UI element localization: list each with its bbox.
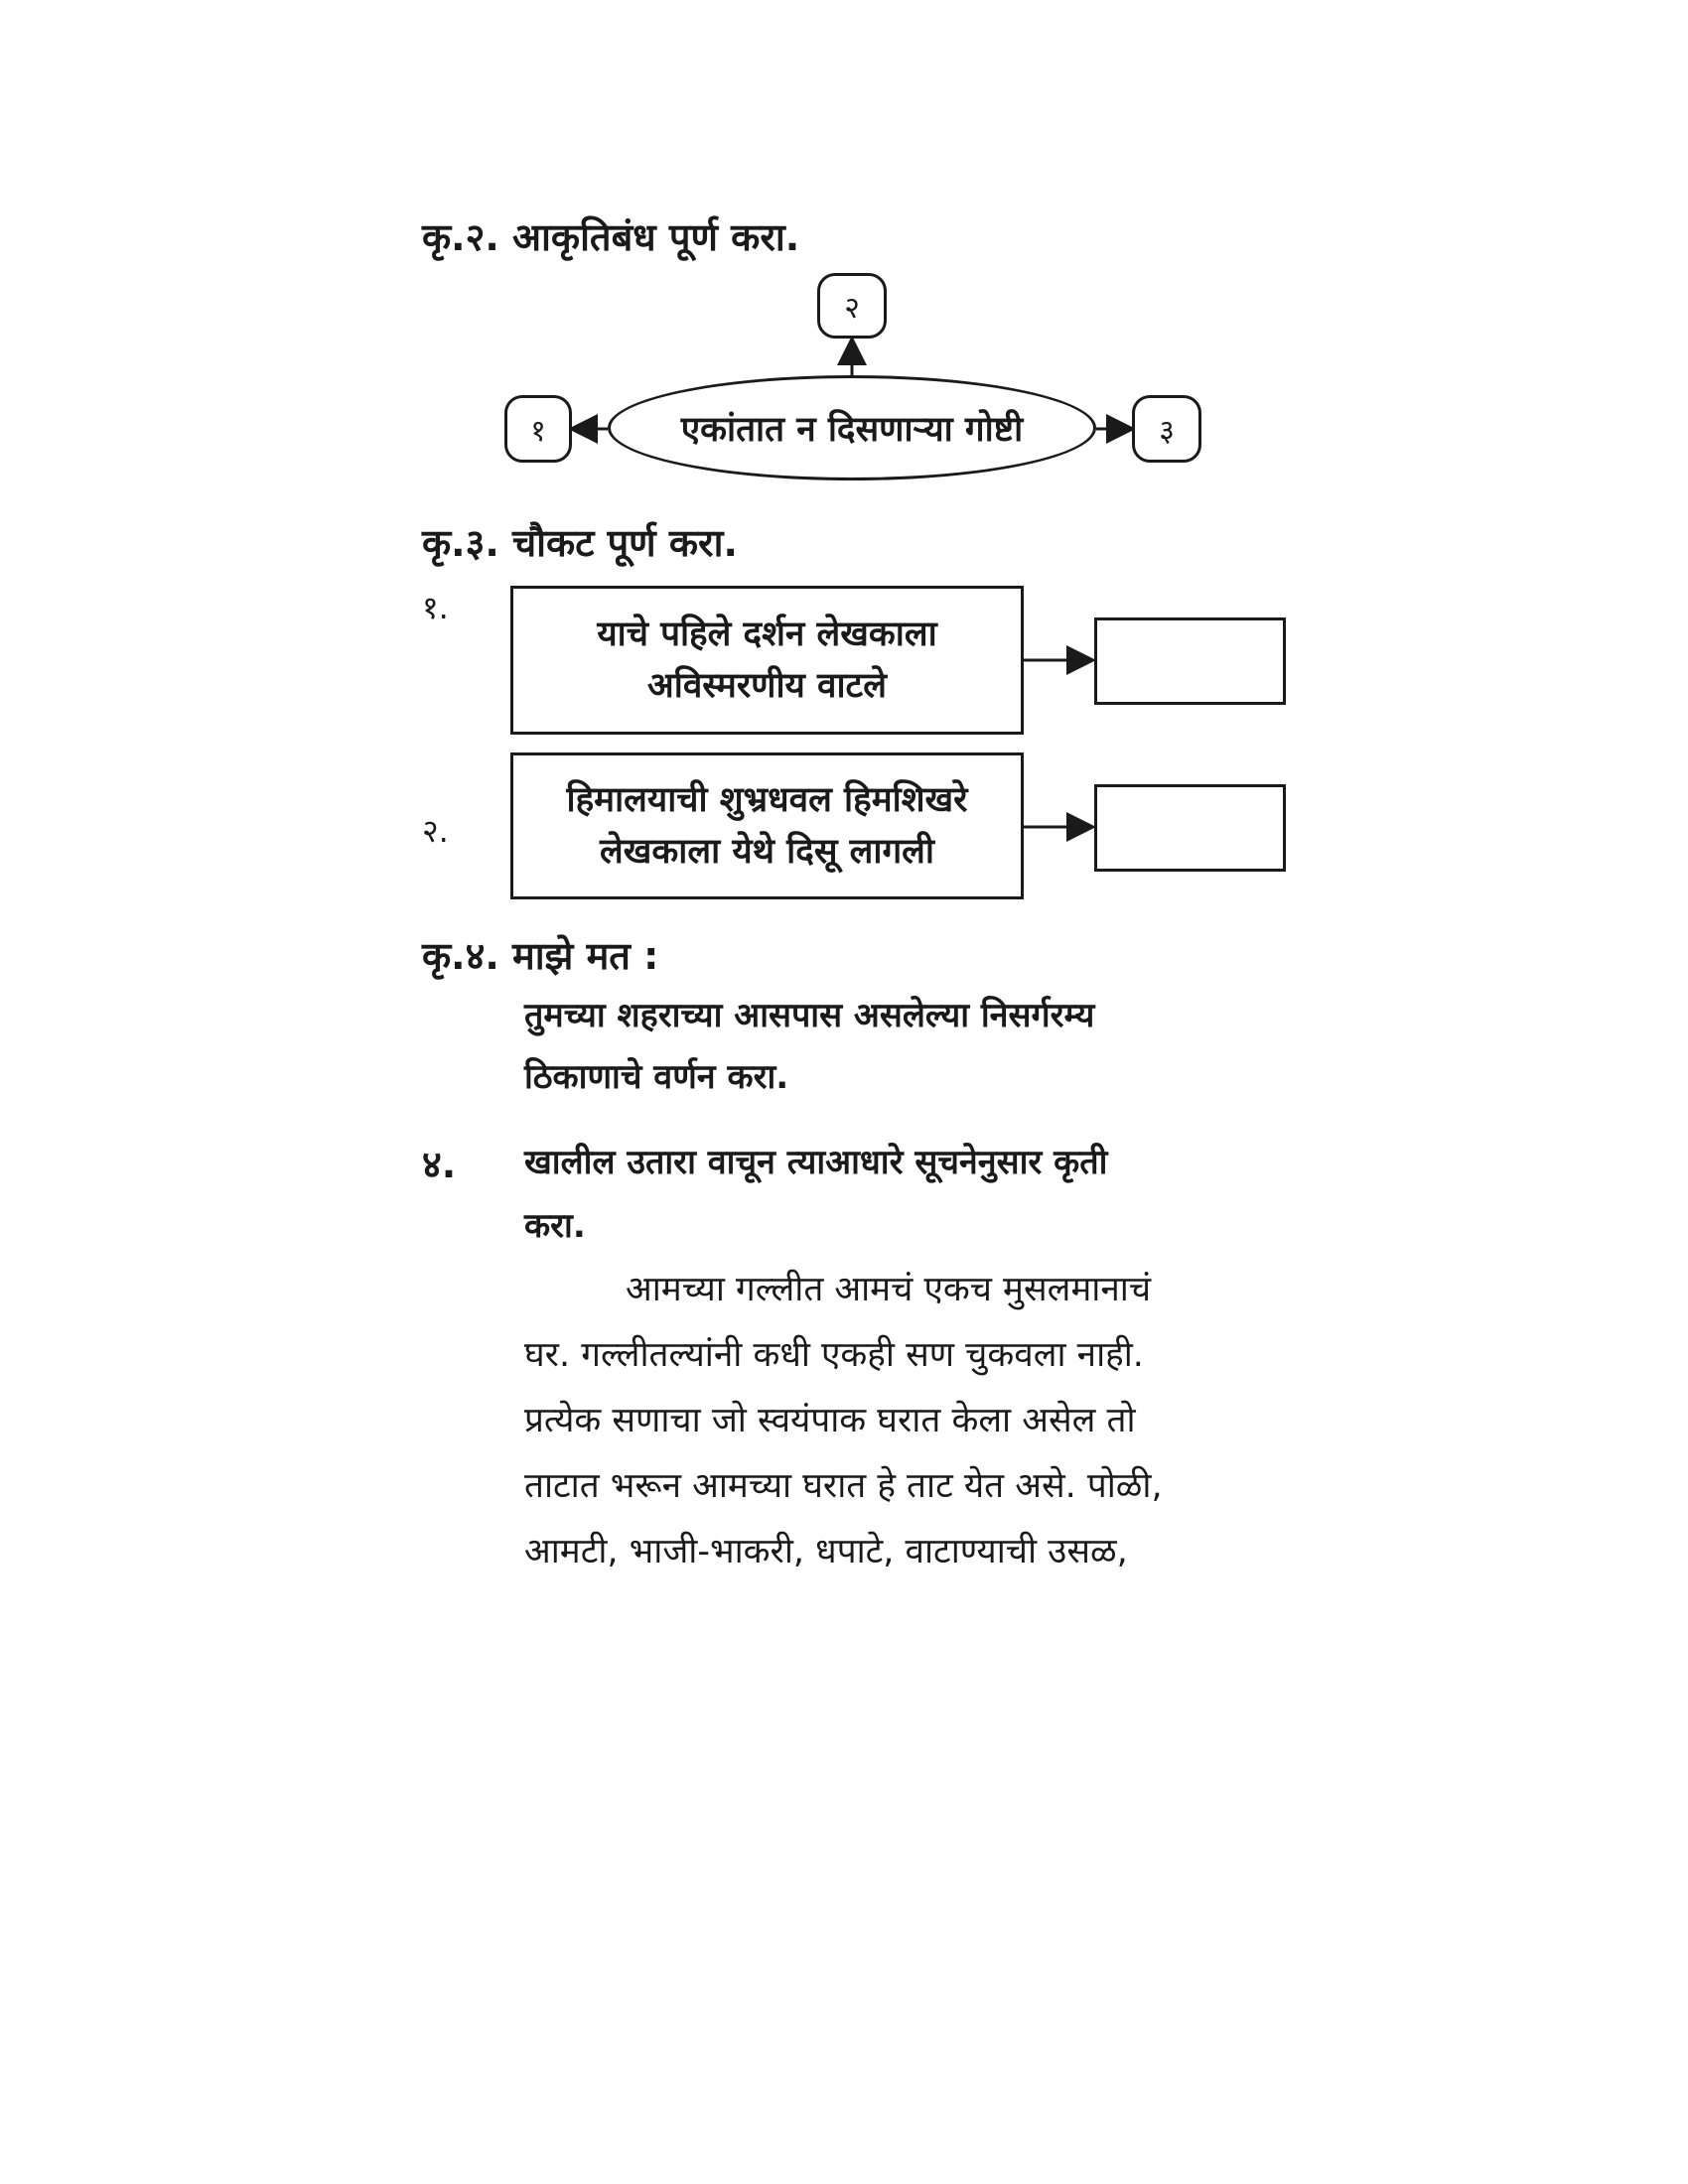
q3-item1-line1: याचे पहिले दर्शन लेखकाला — [597, 614, 937, 654]
q3-item2-answer-box[interactable] — [1094, 784, 1286, 872]
q3-item1-answer-box[interactable] — [1094, 617, 1286, 705]
diagram-center-text: एकांतात न दिसणाऱ्या गोष्टी — [680, 409, 1024, 450]
q3-item1-line2: अविस्मरणीय वाटले — [647, 666, 887, 706]
q3-item2-box — [510, 752, 1024, 899]
q3-item1-number: १. — [422, 589, 449, 626]
diagram-box-right — [1132, 395, 1201, 463]
passage-line: आमटी, भाजी-भाकरी, धपाटे, वाटाण्याची उसळ, — [524, 1532, 1128, 1571]
q3-item1-box — [510, 586, 1024, 735]
passage-line: आमच्या गल्लीत आमचं एकच मुसलमानाचं — [626, 1270, 1152, 1309]
diagram-box-right-label: ३ — [1159, 413, 1175, 449]
q4-prompt-line1: तुमच्या शहराच्या आसपास असलेल्या निसर्गरम्य — [524, 996, 1095, 1035]
section4-instruction-line2: करा. — [524, 1206, 586, 1246]
passage-line: घर. गल्लीतल्यांनी कधी एकही सण चुकवला नाही. — [524, 1335, 1144, 1375]
q3-item2-number: २. — [422, 812, 449, 850]
q2-heading: कृ.२. आकृतिबंध पूर्ण करा. — [422, 215, 800, 259]
diagram-box-left — [504, 395, 572, 463]
q3-item2-line2: लेखकाला येथे दिसू लागली — [600, 832, 934, 872]
diagram-box-left-label: १ — [530, 413, 546, 449]
section4-number: ४. — [422, 1143, 457, 1186]
q4-heading: कृ.४. माझे मत : — [422, 934, 659, 978]
diagram-box-top — [817, 273, 887, 339]
passage-line: ताटात भरून आमच्या घरात हे ताट येत असे. पोळी, — [524, 1466, 1163, 1506]
q4-prompt-line2: ठिकाणाचे वर्णन करा. — [524, 1057, 789, 1097]
q3-heading: कृ.३. चौकट पूर्ण करा. — [422, 521, 738, 565]
diagram-center-ellipse — [608, 375, 1096, 480]
section4-instruction-line1: खालील उतारा वाचून त्याआधारे सूचनेनुसार कृती — [524, 1143, 1108, 1182]
q3-item2-line1: हिमालयाची शुभ्रधवल हिमशिखरे — [566, 779, 968, 820]
diagram-box-top-label: २ — [844, 290, 860, 326]
passage-line: प्रत्येक सणाचा जो स्वयंपाक घरात केला असेल तो — [524, 1401, 1136, 1440]
